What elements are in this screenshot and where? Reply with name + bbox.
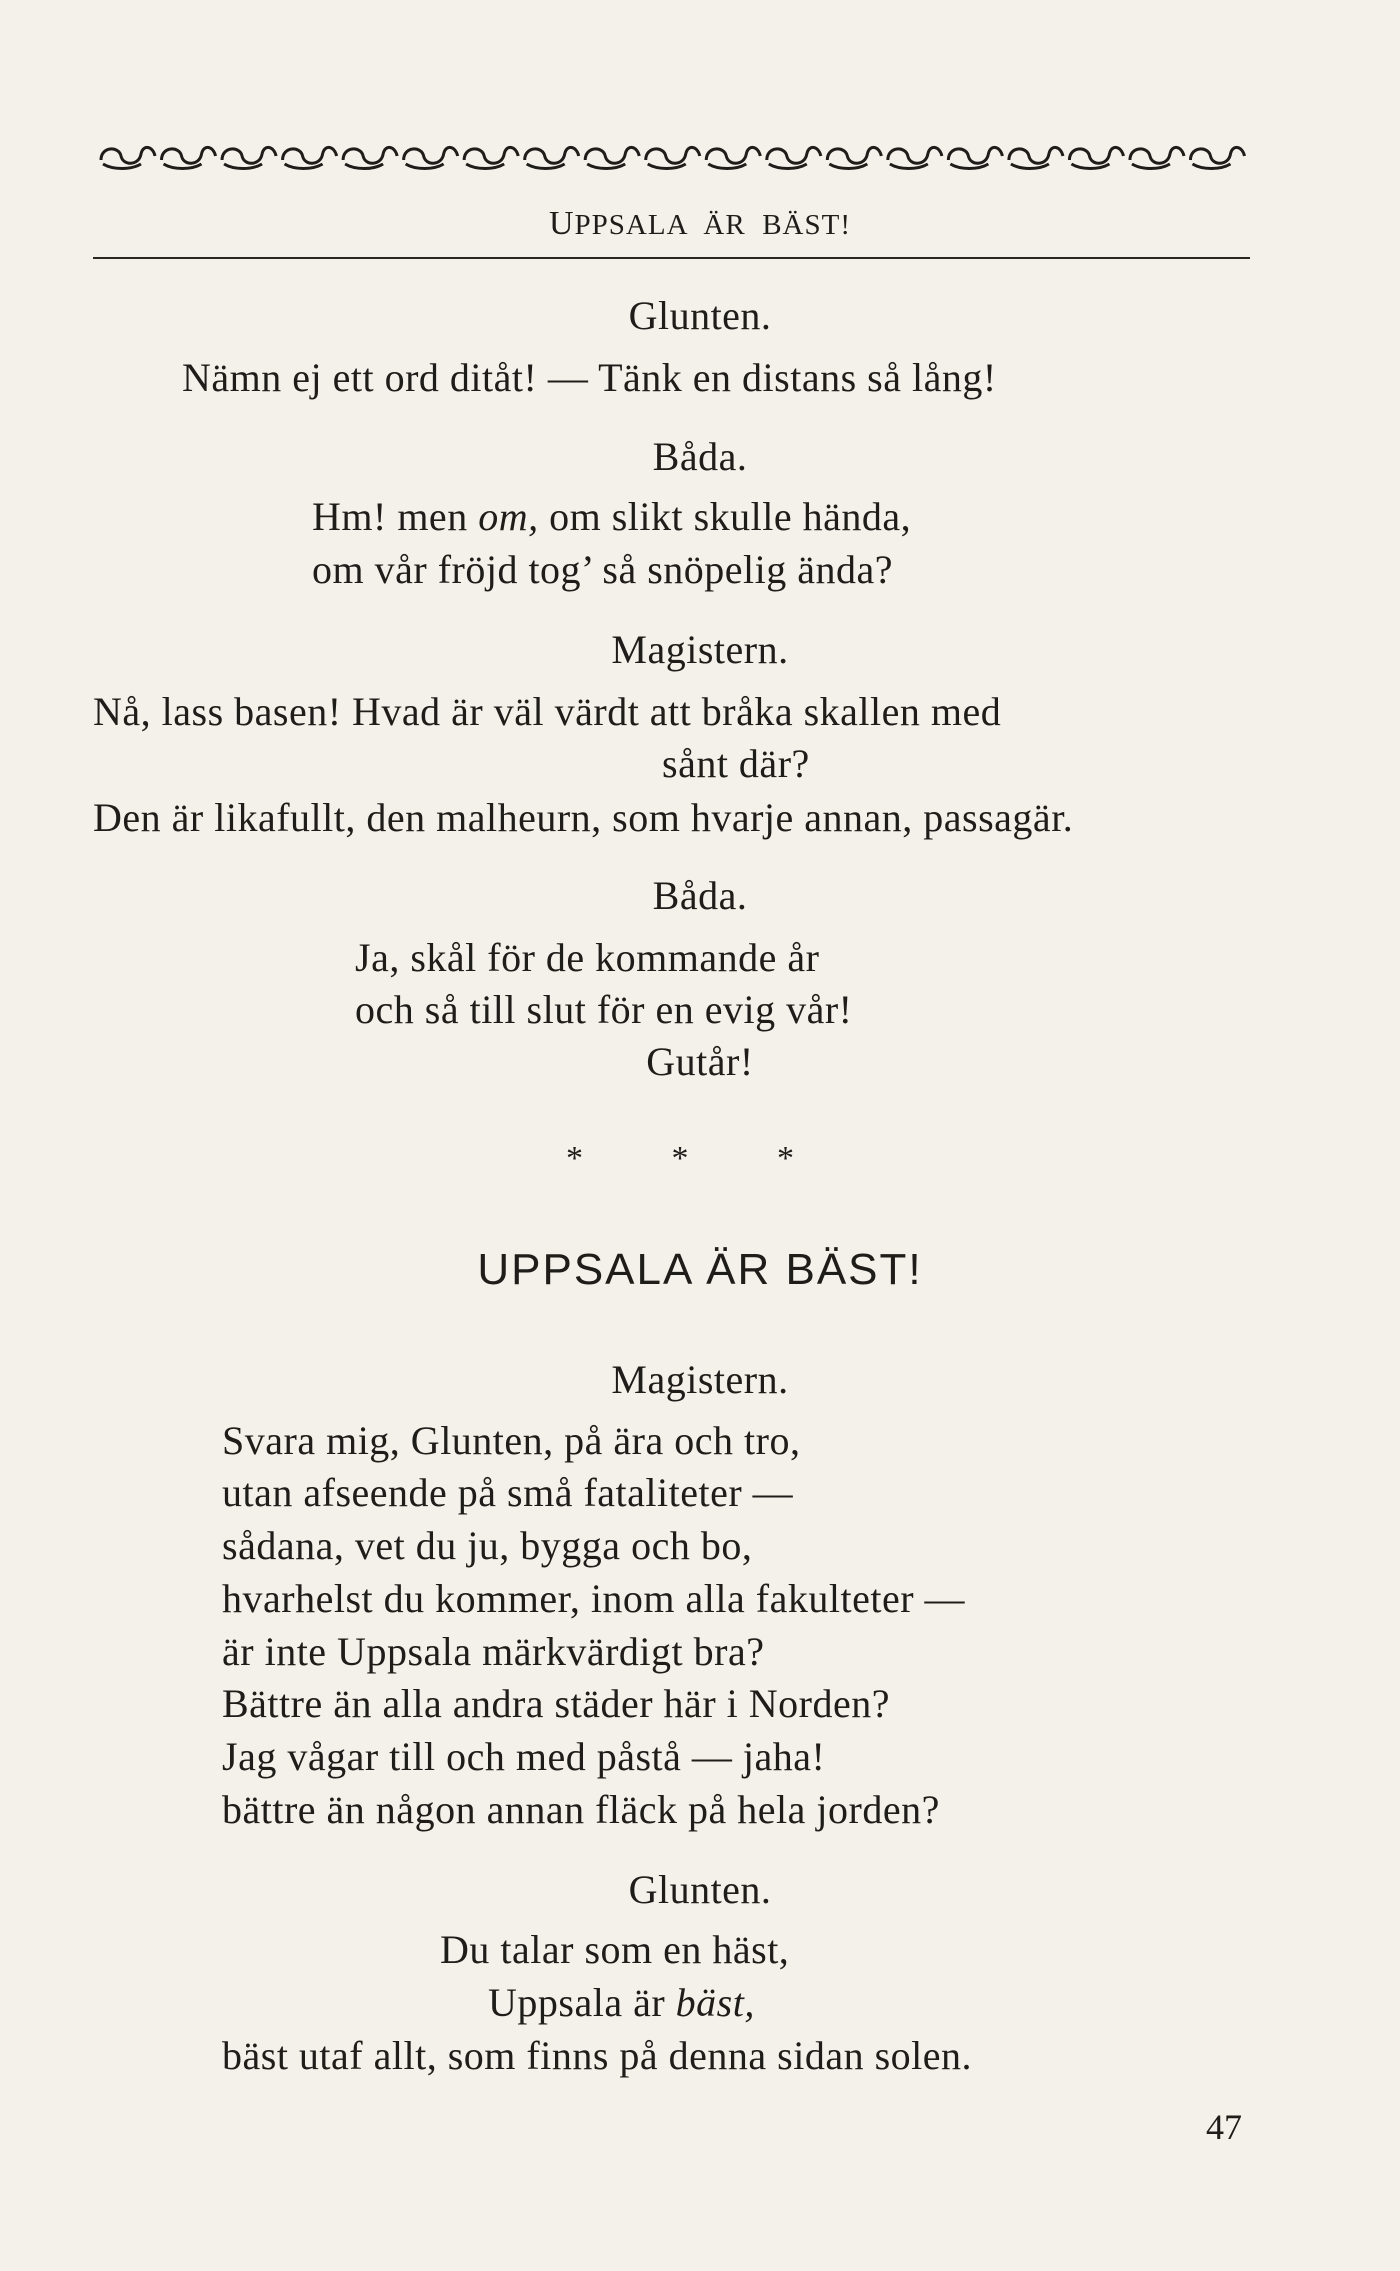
ornament-swirl: [222, 147, 276, 168]
ornament-swirl: [525, 147, 579, 168]
verse-line: utan afseende på små fataliteter —: [222, 1470, 794, 1515]
ornament-swirl: [767, 147, 821, 168]
verse-line: Nå, lass basen! Hvad är väl värdt att bråka skallen med: [93, 689, 1002, 734]
verse-line: hvarhelst du kommer, inom alla fakulteter —: [222, 1576, 966, 1621]
verse-line: Den är likafullt, den malheurn, som hvarje annan, passagär.: [93, 795, 1074, 840]
ornament-swirl: [706, 147, 760, 168]
verse-line: Jag vågar till och med påstå — jaha!: [222, 1734, 826, 1779]
ornament-swirl: [1009, 147, 1063, 168]
speaker-magistern: Magistern.: [611, 627, 789, 672]
verse-line: bäst utaf allt, som finns på denna sidan solen.: [222, 2033, 973, 2078]
speaker-magistern: Magistern.: [611, 1357, 789, 1402]
running-head-rest: PPSALA: [574, 209, 687, 241]
emphasis-bast: bäst,: [675, 1980, 755, 2025]
verse-line: Ja, skål för de kommande år: [355, 935, 820, 980]
verse-line: Gutår!: [646, 1039, 754, 1084]
page-number: 47: [1206, 2107, 1242, 2147]
verse-line: sånt där?: [662, 741, 810, 786]
ornament-swirl: [101, 147, 155, 168]
running-head-bast: BÄST!: [762, 209, 852, 241]
ornament-swirl: [162, 147, 216, 168]
verse-line: bättre än någon annan fläck på hela jorden?: [222, 1787, 940, 1832]
emphasis-om: om,: [478, 494, 539, 539]
verse-line: Nämn ej ett ord ditåt! — Tänk en distans så lång!: [182, 355, 997, 400]
speaker-bada: Båda.: [652, 873, 748, 918]
ornament-swirl: [646, 147, 700, 168]
verse-line: Uppsala är bäst,: [488, 1980, 755, 2025]
ornament-swirl: [283, 147, 337, 168]
ornamental-border: [97, 140, 1247, 174]
verse-line: om vår fröjd tog’ så snöpelig ända?: [312, 547, 894, 592]
ornament-swirl: [404, 147, 458, 168]
song-title: UPPSALA ÄR BÄST!: [477, 1245, 923, 1294]
running-head: [0, 205, 1400, 243]
verse-line: Bättre än alla andra städer här i Norden?: [222, 1681, 890, 1726]
ornament-swirl: [585, 147, 639, 168]
speaker-glunten: Glunten.: [628, 1867, 772, 1912]
running-head-ar: ÄR: [703, 209, 746, 241]
running-head-initial: U: [548, 205, 575, 242]
speaker-glunten: Glunten.: [628, 293, 772, 338]
verse-line: och så till slut för en evig vår!: [355, 987, 853, 1032]
verse-line: Du talar som en häst,: [440, 1927, 790, 1972]
ornament-swirl: [1069, 147, 1123, 168]
ornament-swirl: [1190, 147, 1244, 168]
verse-line: är inte Uppsala märkvärdigt bra?: [222, 1629, 765, 1674]
ornament-swirl: [827, 147, 881, 168]
verse-line: Hm! men om, om slikt skulle hända,: [312, 494, 912, 539]
ornament-swirl: [464, 147, 518, 168]
ornament-swirl: [343, 147, 397, 168]
verse-line: Svara mig, Glunten, på ära och tro,: [222, 1418, 801, 1463]
verse-line: sådana, vet du ju, bygga och bo,: [222, 1523, 753, 1568]
speaker-bada: Båda.: [652, 434, 748, 479]
header-rule: [93, 257, 1250, 259]
ornament-swirl: [888, 147, 942, 168]
ornament-swirl: [1130, 147, 1184, 168]
section-break-stars: * * *: [566, 1140, 834, 1177]
ornament-swirl: [948, 147, 1002, 168]
